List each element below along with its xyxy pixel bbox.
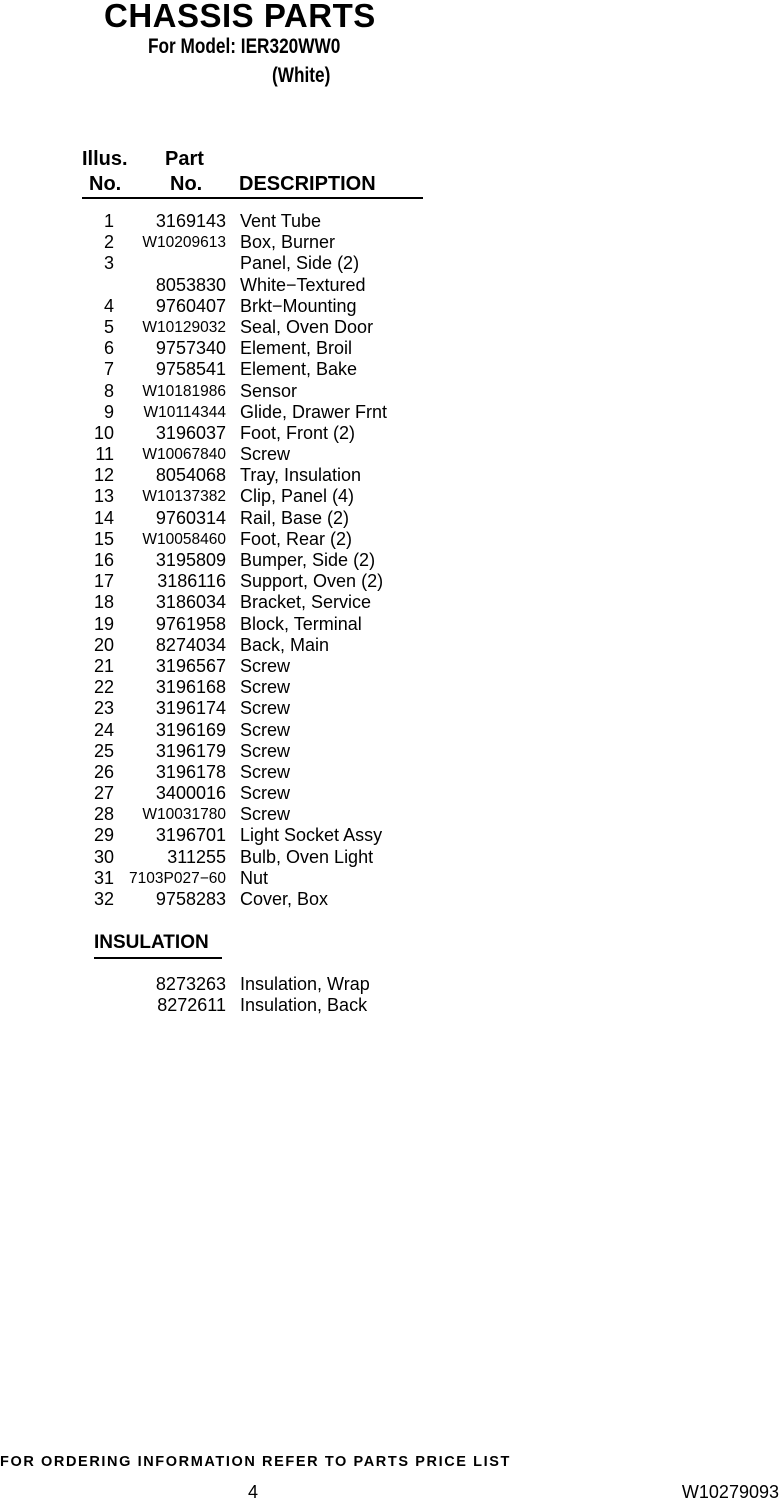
illus-number: 28 (93, 804, 114, 825)
part-number: 3186116 (157, 571, 226, 592)
illus-number: 15 (93, 528, 114, 549)
parts-row (0, 317, 500, 338)
column-header-part-bottom: No. (170, 173, 203, 195)
illus-number: 30 (93, 846, 114, 867)
parts-row (0, 423, 500, 444)
parts-row (0, 635, 500, 656)
parts-row (0, 296, 500, 317)
illus-number: 5 (103, 316, 114, 337)
part-number: W10067840 (142, 446, 226, 464)
column-header-description: DESCRIPTION (239, 173, 376, 195)
part-description: Foot, Front (2) (240, 422, 356, 443)
part-number: 8272611 (157, 995, 226, 1016)
parts-row (0, 529, 500, 550)
part-number: 9760407 (155, 295, 226, 316)
insulation-heading: INSULATION (94, 932, 209, 953)
part-description: Panel, Side (2) (240, 253, 360, 274)
part-number: 8273263 (155, 974, 226, 994)
parts-row (0, 275, 500, 296)
parts-row (0, 211, 500, 232)
illus-number: 14 (93, 507, 114, 528)
parts-row (0, 889, 500, 910)
part-number: 3196178 (155, 761, 226, 782)
part-description: Screw (240, 698, 291, 719)
parts-row (0, 444, 500, 465)
part-number: 3196169 (155, 719, 226, 740)
part-description: Insulation, Back (240, 995, 368, 1016)
illus-number: 17 (93, 571, 114, 592)
parts-row (0, 338, 500, 359)
parts-row (0, 508, 500, 529)
part-description: Support, Oven (2) (240, 571, 384, 592)
parts-row (0, 868, 500, 889)
part-number: 3186034 (155, 592, 226, 613)
part-description: Back, Main (240, 634, 330, 655)
part-description: Screw (240, 761, 291, 782)
part-description: Tray, Insulation (240, 465, 362, 486)
parts-row (0, 465, 500, 486)
part-description: Screw (240, 804, 291, 825)
illus-number: 11 (95, 444, 114, 465)
part-number: W10137382 (142, 488, 226, 506)
parts-row (0, 381, 500, 402)
illus-number: 16 (93, 550, 114, 570)
part-number: 3196701 (155, 825, 226, 846)
illus-number: 22 (93, 677, 114, 698)
part-description: Bumper, Side (2) (240, 550, 376, 570)
part-number: 9757340 (155, 338, 226, 359)
part-description: Element, Bake (240, 359, 358, 380)
illus-number: 23 (93, 698, 114, 719)
parts-row (0, 825, 500, 846)
part-number: 9758541 (155, 359, 226, 380)
part-number: W10129032 (142, 318, 226, 336)
column-header-illus-top: Illus. (82, 148, 128, 170)
page-title: CHASSIS PARTS (104, 0, 376, 34)
parts-row (0, 741, 500, 762)
part-description: Glide, Drawer Frnt (240, 401, 388, 422)
column-header-illus-bottom: No. (89, 173, 122, 195)
column-header-part-top: Part (165, 148, 204, 170)
part-description: Screw (240, 655, 291, 676)
illus-number: 1 (103, 211, 114, 231)
parts-row (0, 253, 500, 274)
part-description: Screw (240, 783, 291, 804)
insulation-underline (94, 957, 222, 959)
part-description: Vent Tube (240, 211, 322, 231)
part-description: Bracket, Service (240, 592, 372, 613)
parts-row (0, 232, 500, 253)
parts-row (0, 677, 500, 698)
illus-number: 31 (93, 867, 114, 888)
part-description: Element, Broil (240, 338, 353, 359)
part-number: W10114344 (143, 403, 226, 421)
parts-row (0, 804, 500, 825)
part-number: 9760314 (155, 507, 226, 528)
parts-row (0, 359, 500, 380)
illus-number: 20 (93, 634, 114, 655)
part-number: 3196567 (155, 655, 226, 676)
part-description: Screw (240, 740, 291, 761)
part-description: Screw (240, 677, 291, 698)
part-number: 3196174 (155, 698, 226, 719)
illus-number: 10 (93, 422, 114, 443)
part-description: Box, Burner (240, 232, 336, 253)
part-number: W10181986 (142, 382, 226, 400)
part-description: Cover, Box (240, 889, 329, 909)
illus-number: 2 (103, 232, 114, 253)
insulation-list (0, 974, 500, 1016)
part-number: 3196037 (155, 422, 226, 443)
page-number: 4 (248, 1482, 259, 1502)
illus-number: 32 (93, 889, 114, 909)
part-description: Screw (240, 719, 291, 740)
part-number: 8274034 (155, 634, 226, 655)
parts-row (0, 486, 500, 507)
parts-list (0, 211, 500, 910)
part-number: W10209613 (142, 234, 226, 252)
part-description: Insulation, Wrap (240, 974, 370, 994)
illus-number: 4 (103, 295, 114, 316)
parts-row (0, 995, 500, 1016)
part-number: 3196168 (155, 677, 226, 698)
parts-row (0, 571, 500, 592)
model-line: For Model: IER320WW0 (148, 35, 341, 58)
parts-row (0, 402, 500, 423)
illus-number: 6 (103, 338, 114, 359)
part-description: Clip, Panel (4) (240, 486, 355, 507)
part-description: Foot, Rear (2) (240, 528, 353, 549)
parts-row (0, 656, 500, 677)
part-description: Bulb, Oven Light (240, 846, 374, 867)
illus-number: 24 (93, 719, 114, 740)
document-number: W10279093 (681, 1482, 779, 1502)
part-description: Block, Terminal (240, 613, 362, 634)
parts-row (0, 847, 500, 868)
part-description: Seal, Oven Door (240, 316, 374, 337)
part-number: W10031780 (142, 806, 226, 824)
illus-number: 13 (93, 486, 114, 507)
parts-row (0, 974, 500, 995)
part-description: Nut (240, 867, 269, 888)
part-number: 311255 (167, 846, 226, 867)
parts-row (0, 614, 500, 635)
parts-row (0, 592, 500, 613)
part-number: 3400016 (155, 783, 226, 804)
illus-number: 8 (103, 380, 114, 401)
illus-number: 21 (93, 655, 114, 676)
parts-row (0, 762, 500, 783)
part-description: Light Socket Assy (240, 825, 383, 846)
part-number: 8053830 (155, 274, 226, 295)
illus-number: 27 (93, 783, 114, 804)
part-number: 3196179 (155, 740, 226, 761)
illus-number: 26 (93, 761, 114, 782)
illus-number: 29 (93, 825, 114, 846)
part-number: 7103P027−60 (129, 869, 226, 887)
model-color: (White) (272, 64, 331, 87)
parts-row (0, 720, 500, 741)
part-number: 3169143 (155, 211, 226, 231)
part-description: Sensor (240, 380, 298, 401)
illus-number: 3 (103, 253, 114, 274)
illus-number: 25 (93, 740, 114, 761)
parts-row (0, 550, 500, 571)
part-number: 3195809 (155, 550, 226, 570)
part-number: 9761958 (155, 613, 226, 634)
part-number: W10058460 (142, 530, 226, 548)
part-description: Screw (240, 444, 291, 465)
part-description: Brkt−Mounting (240, 295, 357, 316)
part-description: Rail, Base (2) (240, 507, 350, 528)
parts-row (0, 698, 500, 719)
illus-number: 9 (103, 401, 114, 422)
part-description: White−Textured (240, 274, 366, 295)
part-number: 9758283 (155, 889, 226, 909)
header-divider (82, 197, 423, 199)
parts-row (0, 783, 500, 804)
ordering-note: FOR ORDERING INFORMATION REFER TO PARTS PRICE LIST (0, 1454, 511, 1470)
illus-number: 19 (93, 613, 114, 634)
illus-number: 12 (93, 465, 114, 486)
illus-number: 7 (103, 359, 114, 380)
illus-number: 18 (93, 592, 114, 613)
part-number: 8054068 (155, 465, 226, 486)
